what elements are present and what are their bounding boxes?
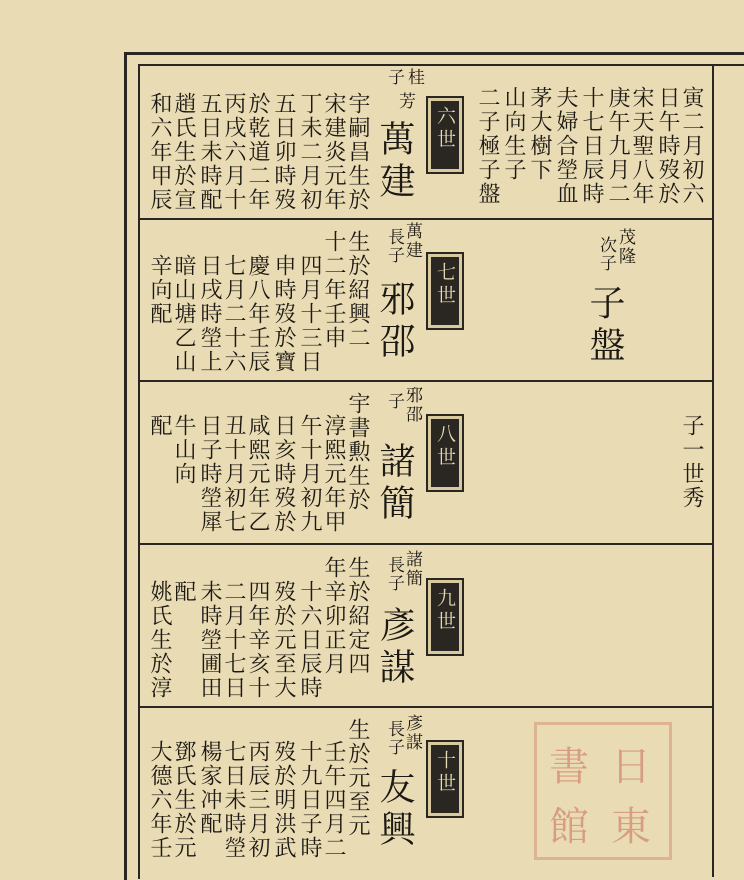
bio-col: 宇嗣昌生於: [345, 92, 370, 212]
bio-col: 二月十七日: [221, 580, 246, 700]
bio-col: 歿於元至大: [271, 580, 296, 700]
bio-col: 大德六年壬: [147, 740, 172, 860]
library-seal: [534, 722, 672, 860]
bio-col: 丑十月初七: [221, 414, 246, 534]
bio-col: 生於紹興二: [345, 230, 370, 350]
bio-col: 五日卯時歿: [271, 92, 296, 212]
bio-col: 五日未時配: [197, 92, 222, 212]
section-divider: [140, 380, 712, 382]
generation-badge: 八世: [426, 414, 464, 492]
bio-col: 十六日辰時: [297, 580, 322, 700]
bio-col: 暗山塘乙山: [171, 254, 196, 374]
bio-col: 宇書勲生於: [345, 392, 370, 512]
bio-col: 生於元至元: [345, 718, 370, 838]
person-name: 諸簡: [374, 442, 415, 526]
generation-badge: 七世: [426, 252, 464, 330]
bio-col: 宋建炎元年: [321, 92, 346, 212]
bio-col: 趙氏生於宣: [171, 92, 196, 212]
bio-col: 日午時歿於: [655, 86, 680, 206]
bio-col: 生於紹定四: [345, 556, 370, 676]
bio-col: 牛山向: [171, 414, 196, 486]
father-note-name: 茂隆: [615, 228, 635, 266]
bio-col: 辛向配: [147, 254, 172, 326]
bio-col: 和六年甲辰: [147, 92, 172, 212]
father-note: 子: [384, 392, 404, 411]
bio-col: 宋天聖八年: [629, 86, 654, 206]
bio-col: 申時歿於寶: [271, 254, 296, 374]
bio-col: 午十月初九: [297, 414, 322, 534]
bio-col: 七日未時塋: [221, 740, 246, 860]
seal-char: 館: [549, 804, 589, 850]
bio-col: 未時塋圃田: [197, 580, 222, 700]
bio-col: 十九日子時: [297, 740, 322, 860]
father-note-sub: 子: [384, 574, 404, 593]
bio-col: 日戌時塋上: [197, 254, 222, 374]
father-note-name: 諸簡: [402, 550, 422, 588]
father-note: 長: [384, 556, 404, 575]
bio-col: 歿於明洪武: [271, 740, 296, 860]
seal-char: 日: [611, 744, 651, 790]
bio-col: 四月十三日: [297, 254, 322, 374]
seal-char: 東: [611, 804, 651, 850]
section-divider: [140, 218, 712, 220]
father-note: 長: [384, 720, 404, 739]
lineage-label: 子一世秀: [679, 414, 704, 510]
bio-col: 十二年壬申: [321, 230, 346, 350]
father-note-name: 彥謀: [402, 714, 422, 752]
bio-col: 於乾道二年: [245, 92, 270, 212]
bio-col: 山向生子: [501, 86, 526, 182]
bio-col: 壬午四月二: [321, 740, 346, 860]
bio-col: 淳熙元年甲: [321, 414, 346, 534]
person-name-right: 子盤: [584, 284, 625, 368]
generation-badge: 十世: [426, 740, 464, 818]
father-note-sub: 子: [596, 254, 616, 273]
father-note: 長: [384, 228, 404, 247]
bio-col: 年辛卯正月: [321, 556, 346, 676]
bio-col: 配: [171, 580, 196, 604]
bio-col: 丙戌六月十: [221, 92, 246, 212]
generation-badge: 九世: [426, 578, 464, 656]
father-note-name: 邪邵: [402, 386, 422, 424]
bio-col: 慶八年壬辰: [245, 254, 270, 374]
bio-col: 咸熙元年乙: [245, 414, 270, 534]
father-note-name: 萬建: [402, 222, 422, 260]
father-note: 次: [596, 236, 616, 255]
bio-col: 庚午九月二: [605, 86, 630, 206]
father-note-sub: 芳: [395, 92, 415, 111]
father-note-sub: 子: [384, 246, 404, 265]
bio-col: 丙辰三月初: [245, 740, 270, 860]
right-column-rule: [712, 64, 714, 877]
bio-col: 丁未二月初: [297, 92, 322, 212]
father-note: 子: [384, 68, 404, 87]
bio-col: 十七日辰時: [579, 86, 604, 206]
section-divider: [140, 543, 712, 545]
seal-char: 書: [549, 744, 589, 790]
bio-col: 寅二月初六: [679, 86, 704, 206]
bio-col: 楊家冲配: [197, 740, 222, 836]
bio-col: 二子極子盤: [475, 86, 500, 206]
bio-col: 夫婦合塋血: [553, 86, 578, 206]
person-name: 友興: [374, 768, 415, 852]
father-note-sub: 子: [384, 738, 404, 757]
person-name: 萬建: [374, 120, 415, 204]
bio-col: 配: [147, 414, 172, 438]
person-name: 彥謀: [374, 606, 415, 690]
bio-col: 四年辛亥十: [245, 580, 270, 700]
generation-badge: 六世: [426, 96, 464, 174]
bio-col: 日子時塋犀: [197, 414, 222, 534]
section-divider: [140, 706, 712, 708]
bio-col: 七月二十六: [221, 254, 246, 374]
bio-col: 姚氏生於淳: [147, 580, 172, 700]
father-note-name: 桂: [404, 68, 424, 87]
person-name: 邪邵: [374, 280, 415, 364]
bio-col: 日亥時歿於: [271, 414, 296, 534]
bio-col: 鄧氏生於元: [171, 740, 196, 860]
bio-col: 茅大樹下: [527, 86, 552, 182]
